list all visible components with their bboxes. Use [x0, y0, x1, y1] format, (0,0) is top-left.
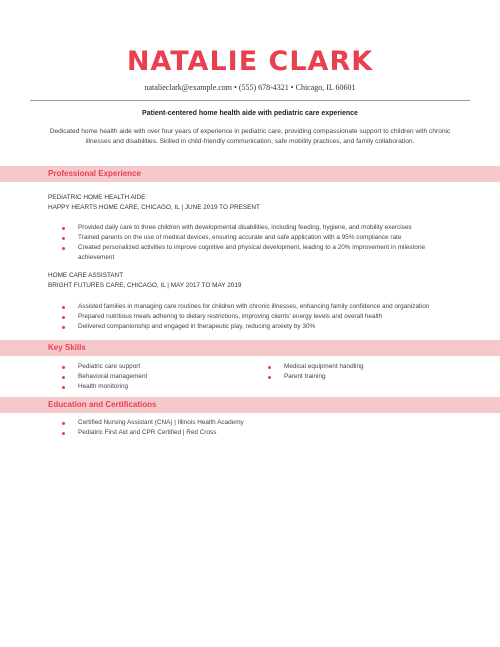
list-item — [62, 223, 442, 233]
bullet-text: Assisted families in managing care routines for children with chronic illnesses, enhancing family confidence and organization — [78, 303, 430, 310]
job-title: HOME CARE ASSISTANT — [48, 272, 124, 279]
list-item — [62, 362, 252, 372]
professional-summary: Dedicated home health aide with over four years of experience in pediatric care, providing compassionate support to children with chronic illnesses and disabilities. Skilled in child-friendly communication, safe mobility practices, and family collaboration. — [49, 128, 451, 145]
candidate-name: NATALIE CLARK — [126, 46, 374, 77]
list-item — [268, 362, 458, 372]
skills-list-right — [268, 362, 458, 382]
skills-list-left — [62, 362, 252, 392]
section-header-skills — [0, 340, 500, 356]
bullet-icon — [62, 237, 65, 240]
education-list — [62, 418, 457, 438]
bullet-icon — [62, 422, 65, 425]
list-item — [62, 428, 457, 438]
list-item — [268, 372, 458, 382]
list-item — [62, 233, 442, 243]
bullet-text: Provided daily care to three children with developmental disabilities, including feeding, hygiene, and mobility exercises — [78, 224, 412, 231]
job-bullets — [62, 223, 442, 263]
section-title-education: Education and Certifications — [48, 400, 157, 409]
bullet-icon — [62, 306, 65, 309]
list-item — [62, 382, 252, 392]
bullet-icon — [62, 376, 65, 379]
header-divider — [30, 100, 470, 101]
job-title: PEDIATRIC HOME HEALTH AIDE — [48, 194, 146, 201]
bullet-icon — [62, 326, 65, 329]
bullet-text: Prepared nutritious meals adhering to dietary restrictions, improving clients' energy levels and overall health — [78, 313, 383, 320]
resume-headline: Patient-centered home health aide with pediatric care experience — [142, 110, 358, 117]
bullet-icon — [62, 366, 65, 369]
certification-text: Pediatric First Aid and CPR Certified | Red Cross — [78, 429, 217, 436]
section-title-experience: Professional Experience — [48, 169, 141, 178]
job-employer: HAPPY HEARTS HOME CARE, CHICAGO, IL | JUNE 2019 TO PRESENT — [48, 204, 260, 211]
bullet-text: Trained parents on the use of medical devices, ensuring accurate and safe application with a 95% compliance rate — [78, 234, 402, 241]
bullet-icon — [268, 376, 271, 379]
skill-text: Pediatric care support — [78, 363, 141, 370]
section-title-skills: Key Skills — [48, 343, 86, 352]
skill-text: Health monitoring — [78, 383, 129, 390]
list-item — [62, 302, 457, 312]
job-employer: BRIGHT FUTURES CARE, CHICAGO, IL | MAY 2017 TO MAY 2019 — [48, 282, 242, 289]
bullet-text: Created personalized activities to improve cognitive and physical development, leading to a 20% improvement in milestone achievement — [78, 244, 426, 261]
bullet-icon — [62, 247, 65, 250]
bullet-icon — [62, 316, 65, 319]
bullet-icon — [62, 386, 65, 389]
section-header-education — [0, 397, 500, 413]
list-item — [62, 312, 457, 322]
list-item — [62, 372, 252, 382]
list-item — [62, 418, 457, 428]
skill-text: Behavioral management — [78, 373, 148, 380]
skill-text: Medical equipment handling — [284, 363, 364, 370]
bullet-icon — [62, 227, 65, 230]
bullet-text: Delivered companionship and engaged in therapeutic play, reducing anxiety by 30% — [78, 323, 316, 330]
bullet-icon — [268, 366, 271, 369]
section-header-experience — [0, 166, 500, 182]
list-item — [62, 322, 457, 332]
skill-text: Parent training — [284, 373, 326, 380]
job-bullets — [62, 302, 457, 332]
contact-line: natalieclark@example.com • (555) 678-4321 • Chicago, IL 60601 — [144, 83, 356, 92]
certification-text: Certified Nursing Assistant (CNA) | Illinois Health Academy — [78, 419, 244, 426]
bullet-icon — [62, 432, 65, 435]
list-item — [62, 243, 442, 263]
